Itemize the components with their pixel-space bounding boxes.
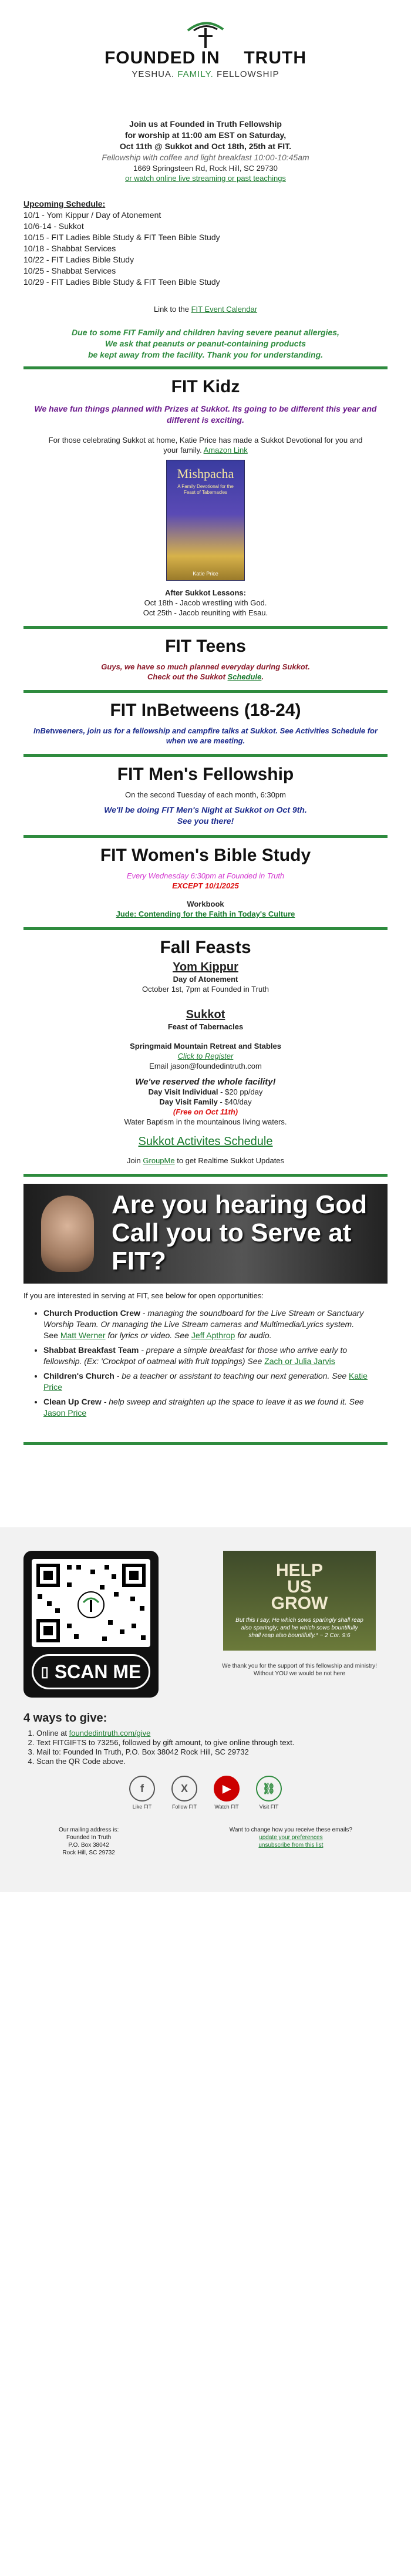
intro-line2: for worship at 11:00 am EST on Saturday,	[124, 130, 287, 140]
thanks-text: We thank you for the support of this fellowship and ministry! Without YOU we would be not here	[222, 1663, 377, 1677]
list-item: 3. Mail to: Founded In Truth, P.O. Box 38042 Rock Hill, SC 29732	[36, 1747, 388, 1757]
schedule-item: 10/6-14 - Sukkot	[23, 221, 84, 231]
kidz-title: FIT Kidz	[171, 377, 240, 396]
give-online-link[interactable]: foundedintruth.com/give	[69, 1729, 151, 1737]
womens-line2: EXCEPT 10/1/2025	[172, 881, 239, 890]
serve-hero-image	[23, 1184, 388, 1284]
logo-title: FOUNDED IN TRUTH	[104, 48, 306, 68]
youtube-icon: ▶	[214, 1776, 240, 1801]
list-item: • Shabbat Breakfast Team - prepare a simple breakfast for those who arrive early to fellowship. (Ex: 'Crockpot of oatmeal with fruit toppings) See Zach or Julia Jarvis	[43, 1345, 382, 1367]
venue: Springmaid Mountain Retreat and Stables	[130, 1042, 281, 1050]
scan-me-label: ▯ SCAN ME	[32, 1654, 150, 1689]
email-preferences: Want to change how you receive these emails? update your preferences unsubscribe from this list	[229, 1827, 352, 1848]
watch-online-link[interactable]: or watch online live streaming or past teachings	[125, 174, 286, 183]
mailing-address: Our mailing address is: Founded In Truth P.O. Box 38042 Rock Hill, SC 29732	[59, 1827, 119, 1856]
list-item: 4. Scan the QR Code above.	[36, 1757, 388, 1766]
kidz-devotional: For those celebrating Sukkot at home, Katie Price has made a Sukkot Devotional for you and your family. Amazon Link	[48, 436, 363, 454]
contact-link[interactable]: Jason Price	[43, 1408, 87, 1417]
logo-tree-icon	[23, 18, 388, 48]
lesson-item: Oct 18th - Jacob wrestling with God.	[144, 598, 267, 607]
divider	[23, 1174, 388, 1177]
sukkot-title: Sukkot	[186, 1008, 225, 1021]
yom-kippur-sub: Day of Atonement	[173, 975, 238, 984]
schedule	[23, 198, 388, 288]
phone-icon: ▯	[41, 1664, 49, 1680]
contact-link[interactable]: Jeff Apthrop	[191, 1331, 235, 1340]
social-x[interactable]: X Follow FIT	[168, 1776, 201, 1810]
give-list	[23, 1729, 388, 1766]
unsubscribe-link[interactable]: unsubscribe from this list	[258, 1842, 324, 1848]
contact-link[interactable]: Zach or Julia Jarvis	[264, 1356, 335, 1366]
intro-line1: Join us at Founded in Truth Fellowship	[129, 119, 282, 129]
yom-kippur-title: Yom Kippur	[173, 961, 238, 974]
schedule-item: 10/29 - FIT Ladies Bible Study & FIT Teen Bible Study	[23, 277, 220, 287]
allergy-notice: Due to some FIT Family and children having severe peanut allergies, We ask that peanuts or peanut-containing products be kept away from the facility. Thank you for understanding.	[72, 328, 339, 359]
schedule-item: 10/18 - Shabbat Services	[23, 244, 116, 253]
workbook-label: Workbook	[187, 900, 224, 908]
workbook-link[interactable]: Jude: Contending for the Faith in Today's Culture	[116, 910, 295, 918]
sukkot-sub: Feast of Tabernacles	[167, 1022, 244, 1031]
logo-tagline: YESHUA. FAMILY. FELLOWSHIP	[132, 69, 279, 79]
email-line: Email jason@foundedintruth.com	[149, 1062, 262, 1070]
serve-intro: If you are interested in serving at FIT, see below for open opportunities:	[23, 1291, 264, 1300]
kidz-promo: We have fun things planned with Prizes at Sukkot. Its going to be different this year and different is exciting.	[34, 404, 377, 425]
teens-line2: Check out the Sukkot Schedule.	[147, 672, 264, 681]
list-item: • Church Production Crew - managing the soundboard for the Live Stream or Sanctuary Worship Team. Or managing the Live Stream cameras and Multimedia/Lyrics system. See Matt Werner for lyrics or video. See Jeff Apthrop for audio.	[43, 1308, 382, 1341]
calendar-line: Link to the FIT Event Calendar	[153, 305, 258, 314]
schedule-item: 10/15 - FIT Ladies Bible Study & FIT Teen Bible Study	[23, 233, 220, 242]
register-link[interactable]: Click to Register	[177, 1052, 234, 1060]
inbetweens-title: FIT InBetweens (18-24)	[110, 701, 301, 720]
lesson-item: Oct 25th - Jacob reuniting with Esau.	[143, 608, 268, 617]
list-item: • Children's Church - be a teacher or assistant to teaching our next generation. See Katie Price	[43, 1371, 382, 1393]
contact-link[interactable]: Katie Price	[43, 1371, 368, 1392]
help-us-grow-image	[223, 1551, 376, 1651]
social-website[interactable]: ⛓ Visit FIT	[252, 1776, 285, 1810]
qr-code-card[interactable]	[23, 1551, 159, 1698]
lessons-heading: After Sukkot Lessons:	[165, 588, 246, 597]
activities-schedule-link[interactable]: Sukkot Activites Schedule	[138, 1135, 273, 1148]
mens-line2: We'll be doing FIT Men's Night at Sukkot on Oct 9th.	[104, 805, 307, 814]
mens-section	[23, 764, 388, 827]
social-youtube[interactable]: ▶ Watch FIT	[210, 1776, 243, 1810]
giving-section	[23, 1712, 388, 1766]
intro-address: 1669 Springsteen Rd, Rock Hill, SC 29730	[133, 164, 278, 173]
schedule-heading: Upcoming Schedule:	[23, 199, 106, 208]
inbetweens-text: InBetweeners, join us for a fellowship and campfire talks at Sukkot. See Activities Schedule for when we are meeting.	[33, 726, 378, 745]
devotional-book-cover[interactable]: Mishpacha A Family Devotional for the Feast of Tabernacles Katie Price	[166, 460, 245, 581]
inbetweens-section	[23, 700, 388, 746]
contact-link[interactable]: Matt Werner	[60, 1331, 106, 1340]
intro	[23, 119, 388, 183]
womens-line1: Every Wednesday 6:30pm at Founded in Truth	[126, 871, 285, 880]
womens-title: FIT Women's Bible Study	[100, 846, 311, 865]
mens-line3: See you there!	[177, 816, 234, 826]
feasts-section	[23, 937, 388, 1166]
amazon-link[interactable]: Amazon Link	[203, 446, 248, 454]
social-facebook[interactable]: f Like FIT	[126, 1776, 159, 1810]
free-note: (Free on Oct 11th)	[173, 1107, 238, 1116]
kidz-section	[23, 376, 388, 618]
event-calendar-link[interactable]: FIT Event Calendar	[191, 305, 258, 314]
reserved-line: We've reserved the whole facility!	[135, 1077, 276, 1087]
mens-title: FIT Men's Fellowship	[117, 765, 294, 784]
price-family: Day Visit Family - $40/day	[159, 1097, 252, 1106]
facebook-icon: f	[129, 1776, 155, 1801]
link-icon: ⛓	[256, 1776, 282, 1801]
teens-section	[23, 636, 388, 682]
logo	[23, 0, 388, 88]
grow-title: HELP US GROW	[271, 1561, 328, 1613]
divider	[23, 754, 388, 757]
list-item: 2. Text FITGIFTS to 73256, followed by gift amount, to give online through text.	[36, 1738, 388, 1747]
give-heading: 4 ways to give:	[23, 1712, 107, 1725]
schedule-item: 10/1 - Yom Kippur / Day of Atonement	[23, 210, 161, 220]
qr-code-icon	[32, 1559, 150, 1647]
schedule-item: 10/22 - FIT Ladies Bible Study	[23, 255, 134, 264]
teens-line1: Guys, we have so much planned everyday during Sukkot.	[101, 662, 310, 671]
social-links	[23, 1776, 388, 1810]
sukkot-schedule-link[interactable]: Schedule	[227, 672, 262, 681]
teens-title: FIT Teens	[165, 637, 246, 656]
footer	[0, 1527, 411, 1892]
serve-hero-text: Are you hearing God Call you to Serve at FIT?	[112, 1190, 368, 1275]
divider	[23, 626, 388, 629]
mens-line1: On the second Tuesday of each month, 6:30pm	[125, 790, 286, 799]
update-preferences-link[interactable]: update your preferences	[259, 1834, 323, 1841]
divider	[23, 835, 388, 838]
schedule-item: 10/25 - Shabbat Services	[23, 266, 116, 275]
serve-list	[29, 1308, 382, 1419]
womens-section	[23, 845, 388, 919]
list-item: 1. Online at foundedintruth.com/give	[36, 1729, 388, 1738]
grow-quote: But this I say, He which sows sparingly shall reap also sparingly; and he which sows bountifully shall reap also bountifully.* ~ 2 Cor. 9:6	[235, 1617, 363, 1639]
groupme-line: Join GroupMe to get Realtime Sukkot Updates	[126, 1156, 285, 1165]
intro-line3: Oct 11th @ Sukkot and Oct 18th, 25th at FIT.	[119, 142, 292, 151]
feasts-title: Fall Feasts	[160, 938, 251, 957]
list-item: • Clean Up Crew - help sweep and straighten up the space to leave it as we found it. See Jason Price	[43, 1396, 382, 1419]
divider	[23, 690, 388, 693]
price-individual: Day Visit Individual - $20 pp/day	[148, 1087, 263, 1096]
x-icon: X	[171, 1776, 197, 1801]
praying-person-image	[41, 1196, 94, 1272]
baptism-line: Water Baptism in the mountainous living waters.	[124, 1117, 287, 1126]
groupme-link[interactable]: GroupMe	[143, 1156, 175, 1165]
yom-kippur-when: October 1st, 7pm at Founded in Truth	[142, 985, 269, 994]
divider	[23, 927, 388, 930]
intro-line4: Fellowship with coffee and light breakfast 10:00-10:45am	[102, 153, 309, 162]
divider	[23, 366, 388, 369]
